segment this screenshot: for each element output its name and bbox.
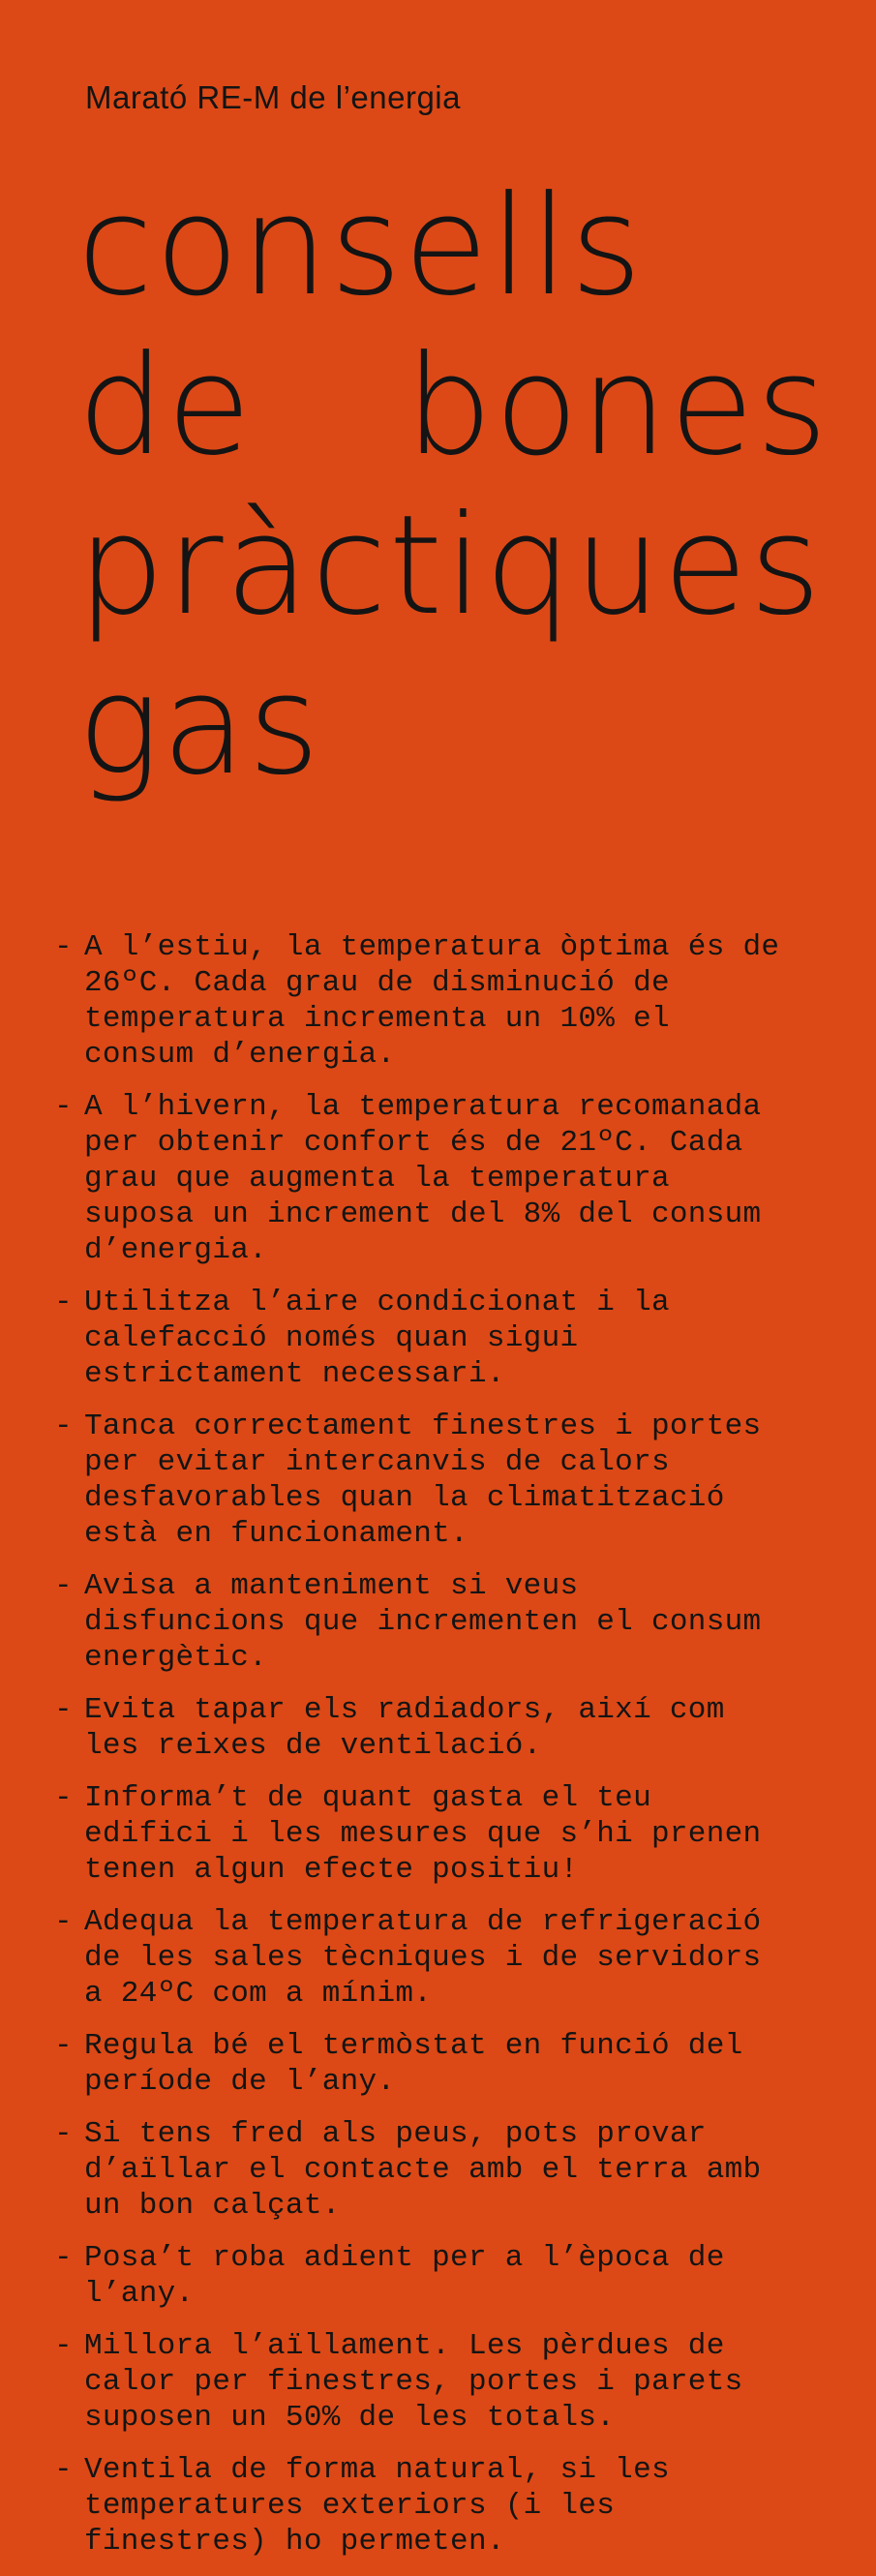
list-item (54, 1692, 790, 1764)
list-item (54, 1285, 790, 1392)
title-line-3: pràctiques (77, 486, 824, 646)
dash-marker: - (54, 1090, 73, 1124)
dash-marker: - (54, 1693, 73, 1727)
tip-text: Regula bé el termòstat en funció del període de l’any. (84, 2029, 743, 2099)
tip-text: Utilitza l’aire condicionat i la calefacció només quan sigui estrictament necessari. (84, 1286, 670, 1391)
list-item (54, 1780, 790, 1888)
tip-text: Posa’t roba adient per a l’època de l’any. (84, 2241, 725, 2311)
tip-text: A l’estiu, la temperatura òptima és de 26ºC. Cada grau de disminució de temperatura incrementa un 10% el consum d’energia. (84, 930, 780, 1072)
header-label: Marató RE-M de l’energia (85, 79, 461, 115)
page-title (77, 167, 852, 805)
dash-marker: - (54, 1569, 73, 1603)
list-item (54, 2028, 790, 2100)
list-item (54, 1904, 790, 2012)
list-item (54, 2116, 790, 2224)
tips-list (54, 929, 790, 2576)
title-line-2: de bones (77, 326, 830, 486)
tip-text: Avisa a manteniment si veus disfuncions que incrementen el consum energètic. (84, 1569, 762, 1675)
title-line-1: consells (77, 167, 645, 326)
dash-marker: - (54, 2117, 73, 2151)
list-item (54, 1568, 790, 1676)
dash-marker: - (54, 930, 73, 964)
dash-marker: - (54, 1409, 73, 1443)
list-item (54, 2328, 790, 2436)
tip-text: A l’hivern, la temperatura recomanada per obtenir confort és de 21ºC. Cada grau que augmenta la temperatura suposa un increment del 8% del consum d’energia. (84, 1090, 762, 1267)
dash-marker: - (54, 1286, 73, 1319)
dash-marker: - (54, 1781, 73, 1815)
tip-text: Millora l’aïllament. Les pèrdues de calor per finestres, portes i parets suposen un 50% de les totals. (84, 2329, 743, 2435)
tip-text: Informa’t de quant gasta el teu edifici i les mesures que s’hi prenen tenen algun efecte positiu! (84, 1781, 762, 1887)
list-item (54, 1409, 790, 1552)
tip-text: Evita tapar els radiadors, així com les reixes de ventilació. (84, 1693, 725, 1763)
tip-text: Si tens fred als peus, pots provar d’aïllar el contacte amb el terra amb un bon calçat. (84, 2117, 762, 2223)
dash-marker: - (54, 2029, 73, 2063)
list-item (54, 1089, 790, 1268)
list-item (54, 2240, 790, 2312)
dash-marker: - (54, 2453, 73, 2487)
title-line-4: gas (77, 646, 322, 805)
tip-text: Adequa la temperatura de refrigeració de les sales tècniques i de servidors a 24ºC com a mínim. (84, 1905, 762, 2011)
list-item (54, 2452, 790, 2560)
dash-marker: - (54, 2241, 73, 2275)
list-item (54, 929, 790, 1073)
dash-marker: - (54, 2329, 73, 2363)
tip-text: Ventila de forma natural, si les temperatures exteriors (i les finestres) ho permeten. (84, 2453, 670, 2559)
dash-marker: - (54, 1905, 73, 1939)
tip-text: Tanca correctament finestres i portes per evitar intercanvis de calors desfavorables quan la climatització està en funcionament. (84, 1409, 762, 1551)
